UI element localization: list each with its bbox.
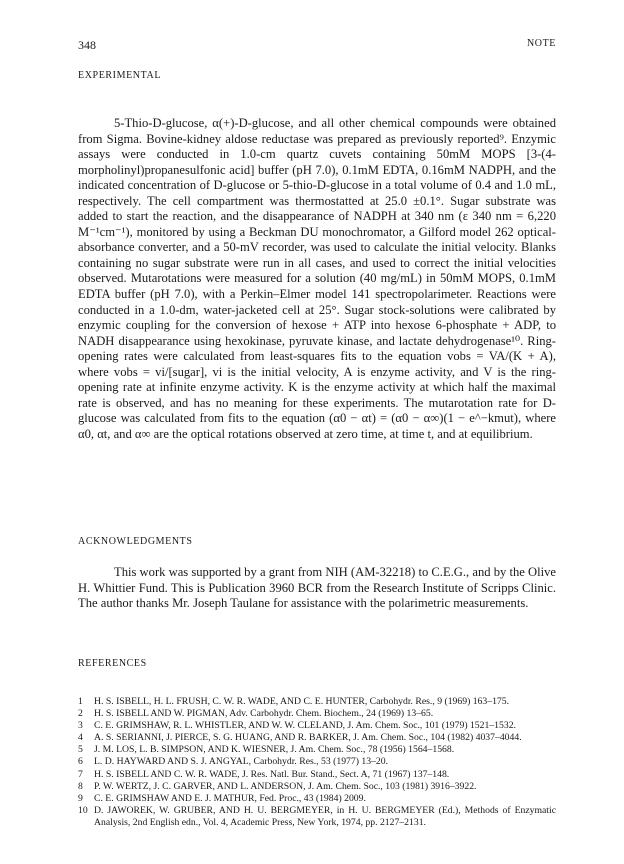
reference-text: C. E. GRIMSHAW AND E. J. MATHUR, Fed. Proc., 43 (1984) 2009. <box>94 792 366 804</box>
reference-text: H. S. ISBELL AND C. W. R. WADE, J. Res. Natl. Bur. Stand., Sect. A, 71 (1967) 137–148. <box>94 768 450 780</box>
reference-text: P. W. WERTZ, J. C. GARVER, AND L. ANDERSON, J. Am. Chem. Soc., 103 (1981) 3916–3922. <box>94 780 477 792</box>
reference-number: 4 <box>78 732 83 744</box>
experimental-heading: EXPERIMENTAL <box>78 70 162 81</box>
reference-text: L. D. HAYWARD AND S. J. ANGYAL, Carbohydr. Res., 53 (1977) 13–20. <box>94 756 389 768</box>
reference-number: 5 <box>78 744 83 756</box>
page-header <box>78 38 556 54</box>
experimental-paragraph: 5-Thio-D-glucose, α(+)-D-glucose, and all other chemical compounds were obtained from Sigma. Bovine-kidney aldose reductase was prepared as previously reported⁹. Enzymic assays were conducted in 1.0-cm quartz cuvets containing 50mM MOPS [3-(4-morpholinyl)propanesulfonic acid] buffer (pH 7.0), 0.1mM EDTA, 0.16mM NADPH, and the indicated concentration of D-glucose or 5-thio-D-glucose in a total volume of 0.4 and 1.0 mL, respectively. The cell compartment was thermostatted at 25.0 ±0.1°. Sugar substrate was added to start the reaction, and the disappearance of NADPH at 340 nm (ε 340 nm = 6,220 M⁻¹cm⁻¹), monitored by using a Beckman DU monochromator, a Gilford model 262 optical-absorbance converter, and a 50-mV recorder, was used to calculate the initial velocity. Blanks containing no sugar substrate were run in all cases, and used to correct the initial velocities observed. Mutarotations were measured for a solution (40 mg/mL) in 50mM MOPS, 0.1mM EDTA buffer (pH 7.0), with a Perkin–Elmer model 141 spectropolarimeter. Reactions were conducted in a 1.0-dm, water-jacketed cell at 25°. Sugar stock-solutions were calibrated by enzymic coupling for the conversion of hexose + ATP into hexose 6-phosphate + ADP, to NADH disappearance using hexokinase, pyruvate kinase, and lactate dehydrogenase¹⁰. Ring-opening rates were calculated from least-squares fits to the equation vobs = VA/(K + A), where vobs = vi/[sugar], vi is the initial velocity, A is enzyme activity, and V is the ring-opening rate at infinite enzyme activity. K is the enzyme activity at which half the maximal rate is observed, and has no meaning for these experiments. The mutarotation rate for D-glucose was calculated from fits to the equation (α0 − αt) = (α0 − α∞)(1 − e^−kmut), where α0, αt, and α∞ are the optical rotations observed at zero time, at time t, and at equilibrium. <box>78 116 556 441</box>
reference-number: 6 <box>78 756 83 768</box>
reference-text: J. M. LOS, L. B. SIMPSON, AND K. WIESNER, J. Am. Chem. Soc., 78 (1956) 1564–1568. <box>94 744 455 756</box>
reference-number: 7 <box>78 768 83 780</box>
reference-text: H. S. ISBELL, H. L. FRUSH, C. W. R. WADE, AND C. E. HUNTER, Carbohydr. Res., 9 (1969) 163–175. <box>94 696 510 707</box>
reference-item <box>78 696 556 708</box>
reference-number: 10 <box>78 804 88 816</box>
reference-item <box>78 793 556 805</box>
reference-number: 9 <box>78 792 83 804</box>
references-heading: REFERENCES <box>78 658 147 669</box>
reference-text: C. E. GRIMSHAW, R. L. WHISTLER, AND W. W. CLELAND, J. Am. Chem. Soc., 101 (1979) 1521–1532. <box>94 720 516 732</box>
reference-item <box>78 769 556 781</box>
references-list <box>78 696 556 829</box>
reference-text: D. JAWOREK, W. GRUBER, AND H. U. BERGMEYER, in H. U. BERGMEYER (Ed.), Methods of Enzymatic Analysis, 2nd English edn., Vol. 4, Academic Press, New York, 1974, pp. 2127–2131. <box>94 804 556 828</box>
acknowledgments-paragraph: This work was supported by a grant from NIH (AM-32218) to C.E.G., and by the Olive H. Whittier Fund. This is Publication 3960 BCR from the Research Institute of Scripps Clinic. The author thanks Mr. Joseph Taulane for assistance with the polarimetric measurements. <box>78 565 556 611</box>
reference-number: 3 <box>78 720 83 732</box>
reference-number: 1 <box>78 696 83 707</box>
reference-item <box>78 781 556 793</box>
running-head: NOTE <box>526 38 556 49</box>
reference-item <box>78 732 556 744</box>
reference-number: 2 <box>78 708 83 720</box>
reference-number: 8 <box>78 780 83 792</box>
reference-item <box>78 720 556 732</box>
reference-item <box>78 805 556 829</box>
reference-item <box>78 744 556 756</box>
page-number: 348 <box>78 38 96 52</box>
reference-text: H. S. ISBELL AND W. PIGMAN, Adv. Carbohydr. Chem. Biochem., 24 (1969) 13–65. <box>94 708 434 720</box>
reference-item <box>78 708 556 720</box>
acknowledgments-heading: ACKNOWLEDGMENTS <box>78 536 193 547</box>
reference-item <box>78 756 556 768</box>
reference-text: A. S. SERIANNI, J. PIERCE, S. G. HUANG, AND R. BARKER, J. Am. Chem. Soc., 104 (1982) 4037–4044. <box>94 732 522 744</box>
